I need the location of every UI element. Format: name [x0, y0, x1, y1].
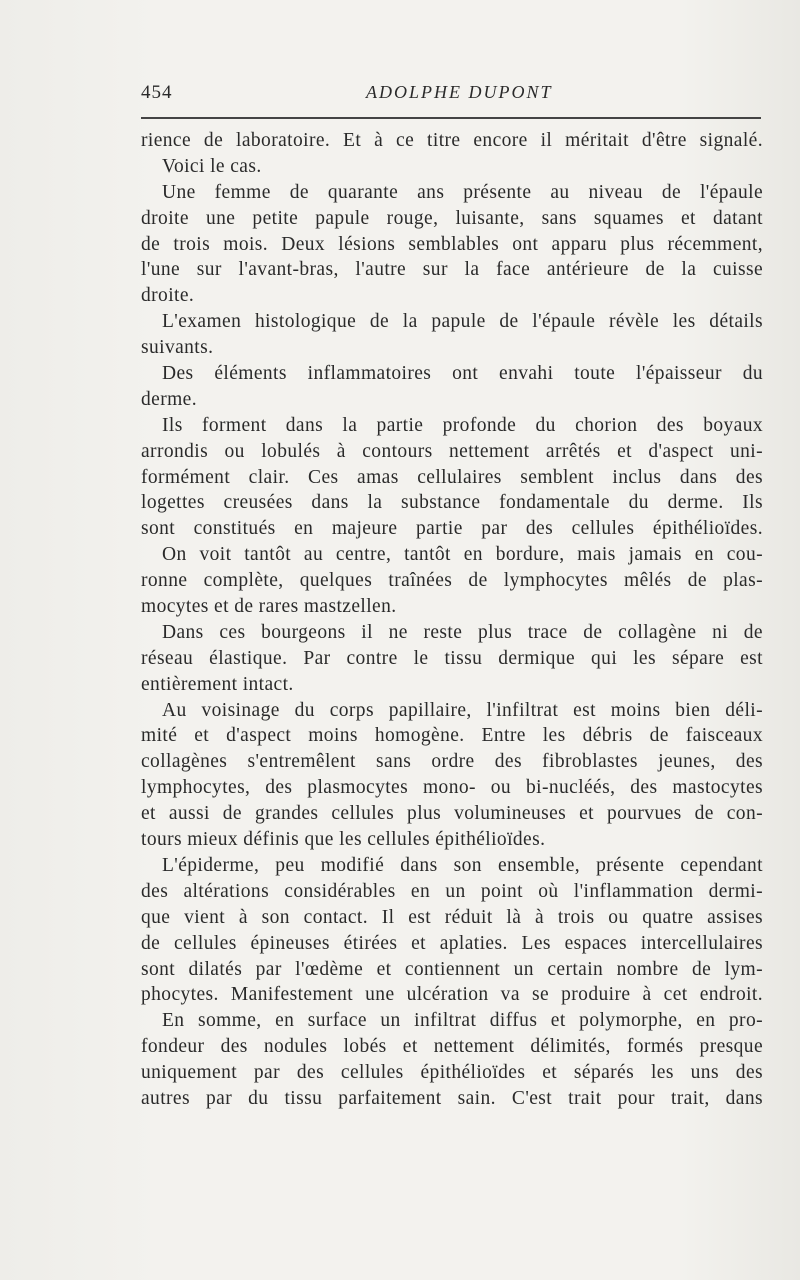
text-line: des altérations considérables en un point où l'inflammation dermi-	[141, 880, 763, 902]
text-line: En somme, en surface un infiltrat diffus et polymorphe, en pro-	[162, 1010, 763, 1032]
text-line: et aussi de grandes cellules plus volumineuses et pourvues de con-	[141, 803, 763, 825]
header-rule	[141, 117, 761, 119]
text-line: Des éléments inflammatoires ont envahi toute l'épaisseur du	[162, 363, 763, 385]
page-number: 454	[141, 82, 173, 103]
text-line: logettes creusées dans la substance fondamentale du derme. Ils	[141, 492, 763, 514]
text-line: Ils forment dans la partie profonde du chorion des boyaux	[162, 414, 763, 436]
text-line: Au voisinage du corps papillaire, l'infiltrat est moins bien déli-	[162, 699, 763, 721]
text-line: entièrement intact.	[141, 673, 294, 695]
text-line: On voit tantôt au centre, tantôt en bordure, mais jamais en cou-	[162, 544, 763, 566]
text-line: derme.	[141, 388, 197, 410]
text-line: formément clair. Ces amas cellulaires semblent inclus dans des	[141, 466, 763, 488]
text-line: arrondis ou lobulés à contours nettement arrêtés et d'aspect uni-	[141, 440, 763, 462]
text-line: phocytes. Manifestement une ulcération va se produire à cet endroit.	[141, 984, 763, 1006]
text-line: que vient à son contact. Il est réduit là à trois ou quatre assises	[141, 906, 763, 928]
text-line: lymphocytes, des plasmocytes mono- ou bi-nucléés, des mastocytes	[141, 777, 763, 799]
text-line: de trois mois. Deux lésions semblables ont apparu plus récemment,	[141, 233, 763, 255]
text-line: réseau élastique. Par contre le tissu dermique qui les sépare est	[141, 647, 763, 669]
text-line: Dans ces bourgeons il ne reste plus trace de collagène ni de	[162, 621, 763, 643]
text-line: L'examen histologique de la papule de l'épaule révèle les détails	[162, 311, 763, 333]
text-line: rience de laboratoire. Et à ce titre encore il méritait d'être signalé.	[141, 130, 763, 151]
body-text	[141, 128, 763, 1112]
text-line: droite une petite papule rouge, luisante, sans squames et datant	[141, 207, 763, 229]
text-line: mocytes et de rares mastzellen.	[141, 596, 397, 618]
text-line: mité et d'aspect moins homogène. Entre les débris de faisceaux	[141, 725, 763, 747]
text-line: sont constitués en majeure partie par des cellules épithélioïdes.	[141, 518, 763, 540]
text-line: fondeur des nodules lobés et nettement délimités, formés presque	[141, 1036, 763, 1058]
text-line: ronne complète, quelques traînées de lymphocytes mêlés de plas-	[141, 570, 763, 592]
text-line: l'une sur l'avant-bras, l'autre sur la face antérieure de la cuisse	[141, 259, 763, 281]
text-line: tours mieux définis que les cellules épithélioïdes.	[141, 829, 546, 851]
text-line: autres par du tissu parfaitement sain. C'est trait pour trait, dans	[141, 1087, 763, 1109]
running-title: ADOLPHE DUPONT	[366, 82, 553, 102]
text-line: collagènes s'entremêlent sans ordre des fibroblastes jeunes, des	[141, 751, 763, 773]
text-line: uniquement par des cellules épithélioïdes et séparés les uns des	[141, 1062, 763, 1084]
text-line: de cellules épineuses étirées et aplaties. Les espaces intercellulaires	[141, 932, 763, 954]
text-line: suivants.	[141, 337, 214, 359]
text-line: Voici le cas.	[162, 155, 262, 177]
text-line: droite.	[141, 285, 195, 307]
text-line: Une femme de quarante ans présente au niveau de l'épaule	[162, 181, 763, 203]
text-line: L'épiderme, peu modifié dans son ensemble, présente cependant	[162, 854, 763, 876]
text-line: sont dilatés par l'œdème et contiennent un certain nombre de lym-	[141, 958, 763, 980]
page-header	[141, 82, 762, 112]
